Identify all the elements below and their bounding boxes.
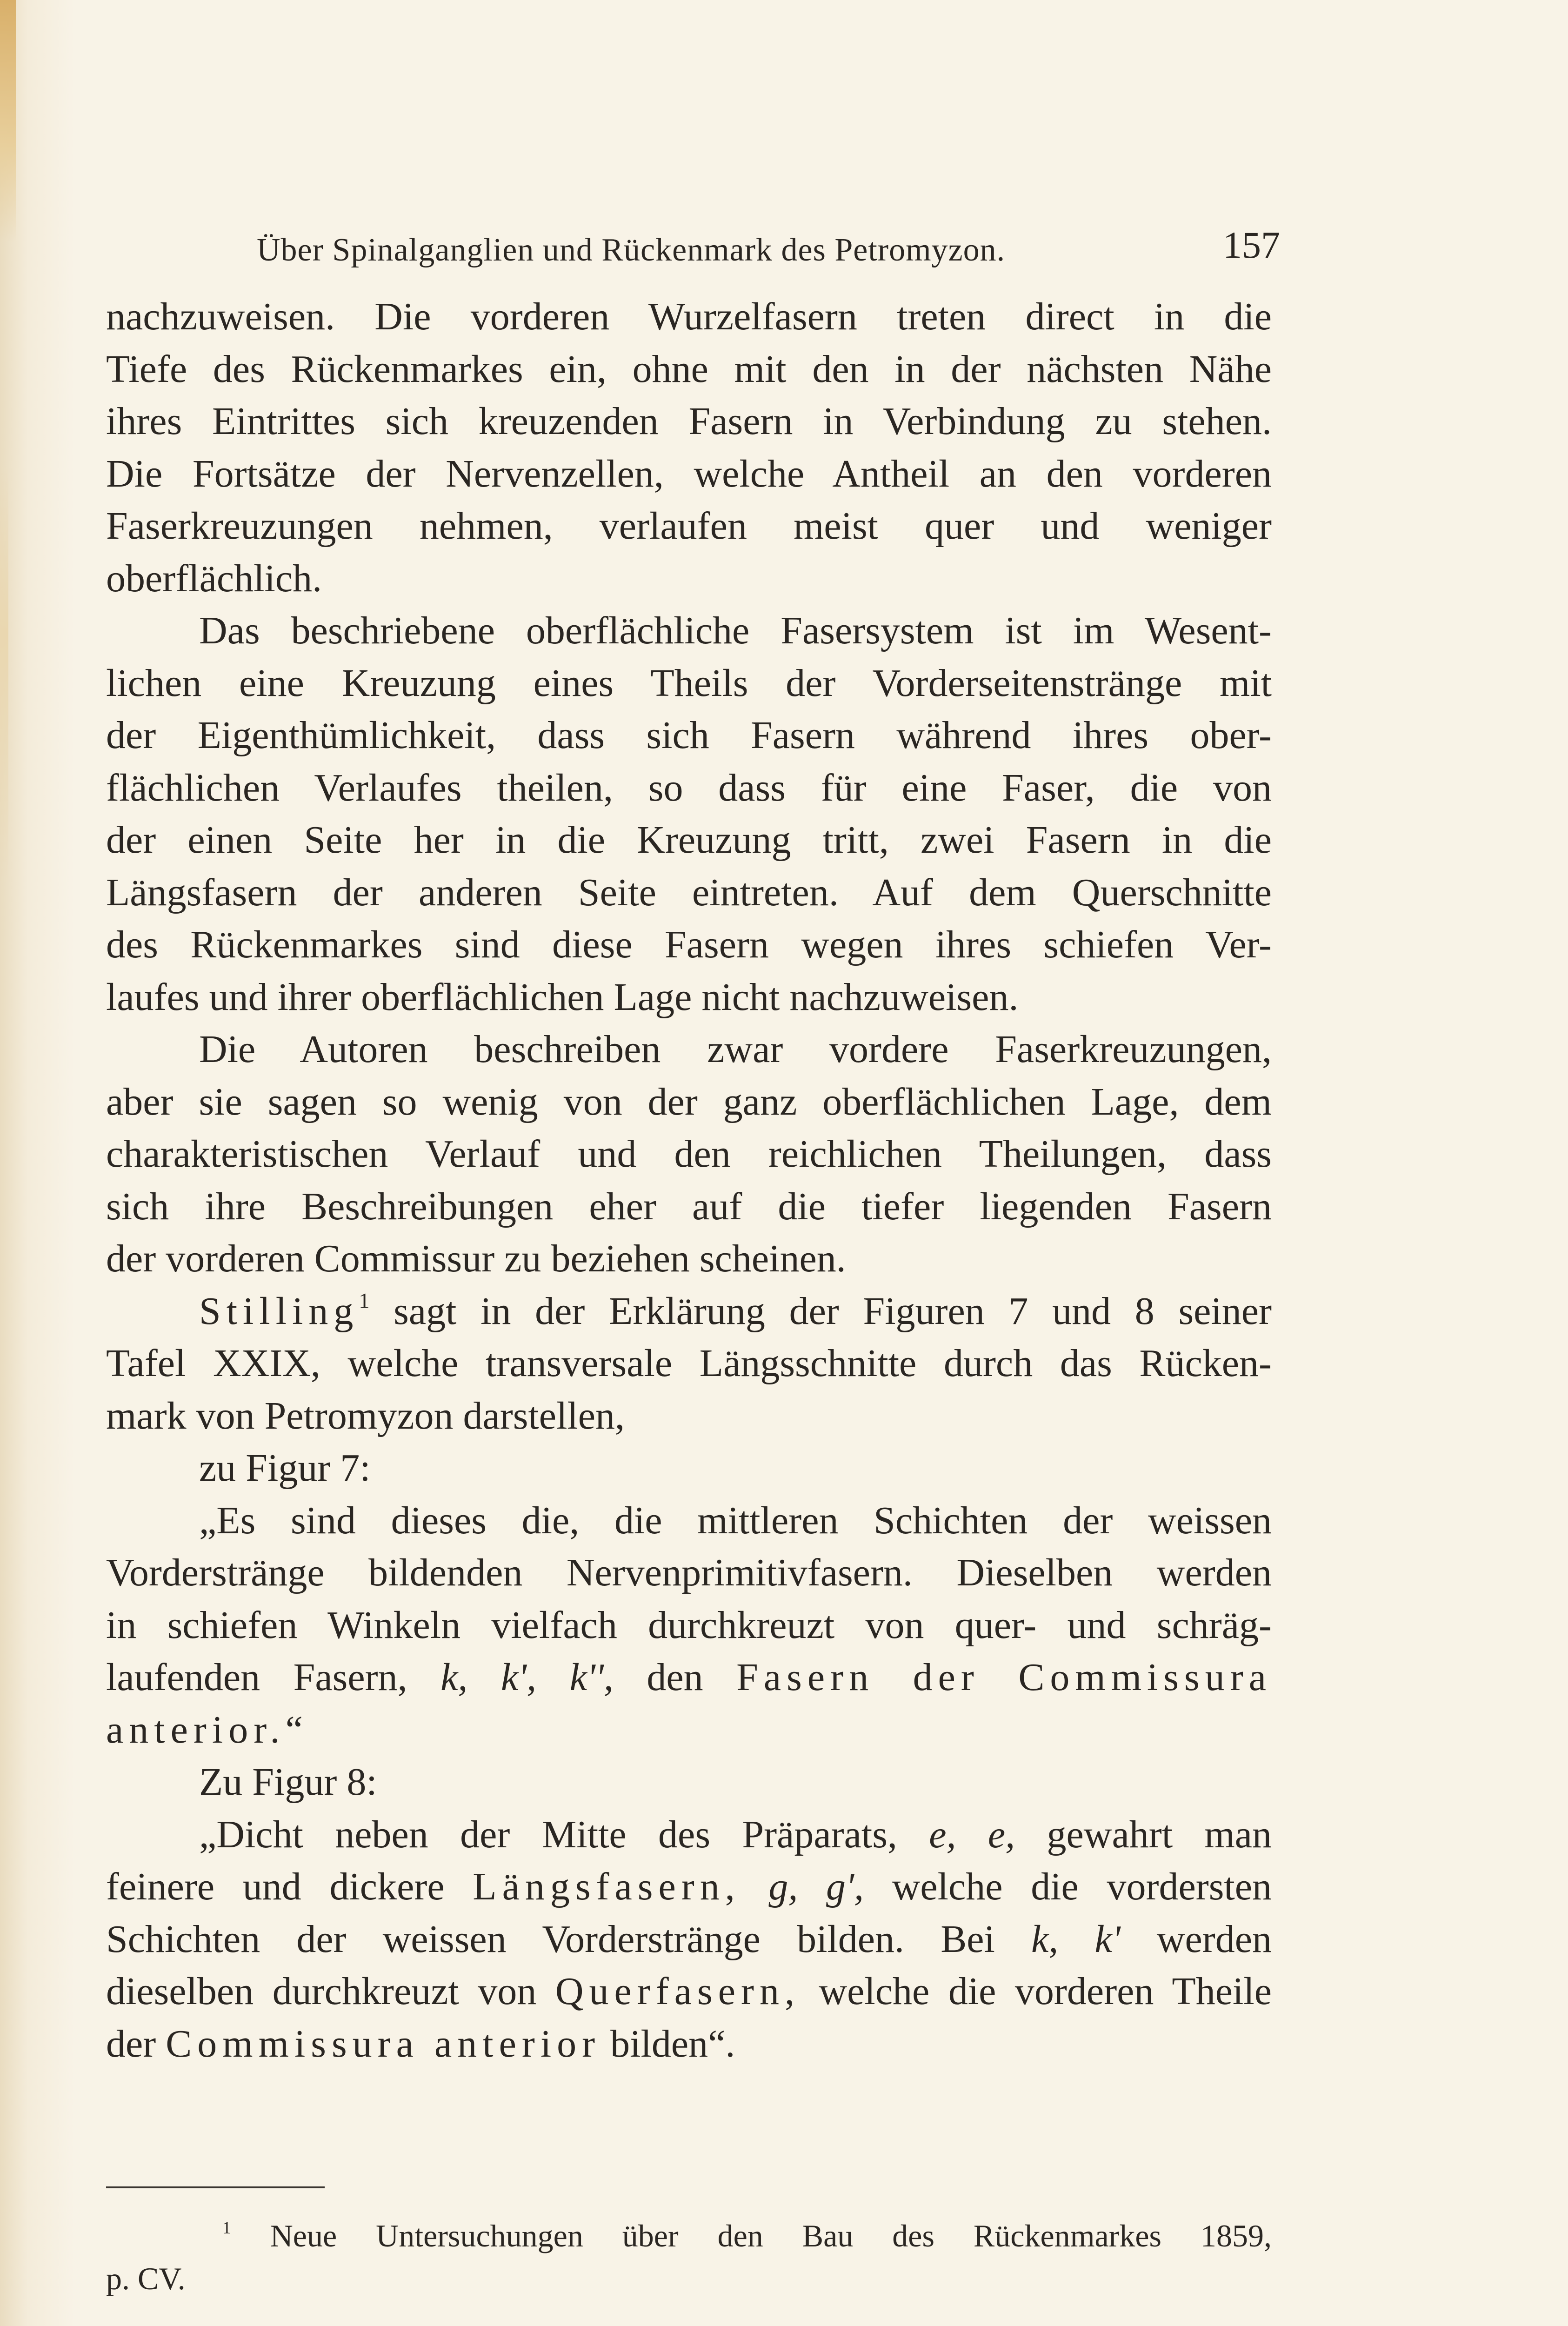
- text-line: Tiefe des Rückenmarkes ein, ohne mit den in der nächsten Nähe: [106, 347, 1272, 391]
- text-line: laufes und ihrer oberflächlichen Lage nicht nachzuweisen.: [106, 975, 1019, 1019]
- text-line: lichen eine Kreuzung eines Theils der Vorderseitenstränge mit: [106, 661, 1272, 705]
- text-run: werden: [1156, 1917, 1272, 1961]
- text-line: sich ihre Beschreibungen eher auf die tiefer liegenden Fasern: [106, 1184, 1272, 1228]
- text-line: nachzuweisen. Die vorderen Wurzelfasern treten direct in die: [106, 295, 1272, 338]
- footnote-line: p. CV.: [106, 2261, 186, 2296]
- text-line: des Rückenmarkes sind diese Fasern wegen ihres schiefen Ver-: [106, 923, 1272, 966]
- footnote-line: [106, 2214, 1272, 2257]
- text-line: oberflächlich.: [106, 556, 322, 600]
- text-run: feinere und dickere: [106, 1865, 445, 1908]
- text-line: mark von Petromyzon darstellen,: [106, 1394, 625, 1437]
- quotation-2: [106, 1809, 1272, 2071]
- paragraph-3: [106, 1023, 1272, 1285]
- text-line: [106, 1704, 1272, 1757]
- text-line: der einen Seite her in die Kreuzung tritt, zwei Fasern in die: [106, 818, 1272, 862]
- text-run: „Dicht neben der Mitte des Präparats,: [199, 1812, 897, 1856]
- footnote-mark: 1: [359, 1288, 370, 1312]
- text-run: gewahrt man: [1047, 1812, 1272, 1856]
- figure-letters: k, k': [1031, 1917, 1121, 1961]
- paragraph-2: [106, 605, 1272, 1023]
- running-header: [257, 223, 1280, 288]
- paragraph-4: [106, 1285, 1272, 1443]
- text-line: Die Autoren beschreiben zwar vordere Faserkreuzungen,: [199, 1028, 1272, 1071]
- paragraph-1: [106, 291, 1272, 605]
- text-run: der: [106, 2022, 156, 2065]
- text-line: in schiefen Winkeln vielfach durchkreuzt von quer- und schräg-: [106, 1603, 1272, 1647]
- footnote-text: Neue Untersuchungen über den Bau des Rückenmarkes 1859,: [270, 2218, 1272, 2253]
- text-line: flächlichen Verlaufes theilen, so dass für eine Faser, die von: [106, 766, 1272, 809]
- text-line: aber sie sagen so wenig von der ganz oberflächlichen Lage, dem: [106, 1080, 1272, 1123]
- binding-stain: [0, 0, 16, 242]
- text-line: [106, 1861, 1272, 1913]
- binding-shadow: [0, 465, 8, 884]
- text-line: [106, 1651, 1272, 1704]
- text-line: Vorderstränge bildenden Nervenprimitivfasern. Dieselben werden: [106, 1551, 1272, 1594]
- text-run: Schichten der weissen Vorderstränge bilden. Bei: [106, 1917, 995, 1961]
- quotation-1: [106, 1495, 1272, 1757]
- figure-letters: e, e,: [929, 1812, 1015, 1856]
- page-number: 157: [1223, 224, 1280, 266]
- text-line: [106, 1809, 1272, 1861]
- figure-letters: k, k', k'',: [440, 1656, 614, 1699]
- body-text: [106, 291, 1272, 2070]
- text-line: der Eigenthümlichkeit, dass sich Fasern während ihres ober-: [106, 714, 1272, 757]
- text-run: welche die vordersten: [892, 1865, 1272, 1908]
- text-run: sagt in der Erklärung der Figuren 7 und 8 seiner: [394, 1289, 1272, 1333]
- text-line: Längsfasern der anderen Seite eintreten. Auf dem Querschnitte: [106, 870, 1272, 914]
- footnote-rule: [106, 2186, 325, 2188]
- text-run: laufenden Fasern,: [106, 1656, 407, 1699]
- text-line: Die Fortsätze der Nervenzellen, welche Antheil an den vorderen: [106, 452, 1272, 495]
- figure-8-label: Zu Figur 8:: [199, 1760, 377, 1804]
- text-line: [106, 1965, 1272, 2018]
- text-line: Faserkreuzungen nehmen, verlaufen meist quer und weniger: [106, 504, 1272, 548]
- text-run: dieselben durchkreuzt von: [106, 1970, 537, 2013]
- closing-quote: “: [285, 1708, 303, 1751]
- text-run: welche die vorderen Theile: [819, 1970, 1272, 2013]
- text-line: [106, 1913, 1272, 1966]
- footnote-number: 1: [222, 2218, 231, 2238]
- spaced-term: anterior.: [106, 1708, 286, 1751]
- text-line: „Es sind dieses die, die mittleren Schichten der weissen: [199, 1498, 1272, 1542]
- figure-7-label: zu Figur 7:: [199, 1446, 371, 1490]
- author-name: Stilling: [199, 1289, 359, 1333]
- figure-letters: g, g',: [768, 1865, 864, 1908]
- spaced-term: Commissura anterior: [166, 2022, 601, 2065]
- text-line: Tafel XXIX, welche transversale Längsschnitte durch das Rücken-: [106, 1342, 1272, 1385]
- text-line: charakteristischen Verlauf und den reichlichen Theilungen, dass: [106, 1132, 1272, 1176]
- spaced-term: Querfasern,: [555, 1970, 800, 2013]
- text-line: [106, 2018, 1272, 2071]
- footnote: [106, 2214, 1272, 2300]
- text-line: der vorderen Commissur zu beziehen scheinen.: [106, 1237, 846, 1280]
- text-run: bilden“.: [610, 2022, 735, 2065]
- text-line: Das beschriebene oberflächliche Fasersystem ist im Wesent-: [199, 609, 1272, 652]
- text-run: den: [647, 1656, 703, 1699]
- spaced-term: Längsfasern,: [473, 1865, 741, 1908]
- spaced-term: Fasern der Commissura: [736, 1656, 1272, 1699]
- running-title: Über Spinalganglien und Rückenmark des Petromyzon.: [257, 232, 1006, 268]
- text-line: ihres Eintrittes sich kreuzenden Fasern in Verbindung zu stehen.: [106, 400, 1272, 443]
- text-line: [106, 1285, 1272, 1338]
